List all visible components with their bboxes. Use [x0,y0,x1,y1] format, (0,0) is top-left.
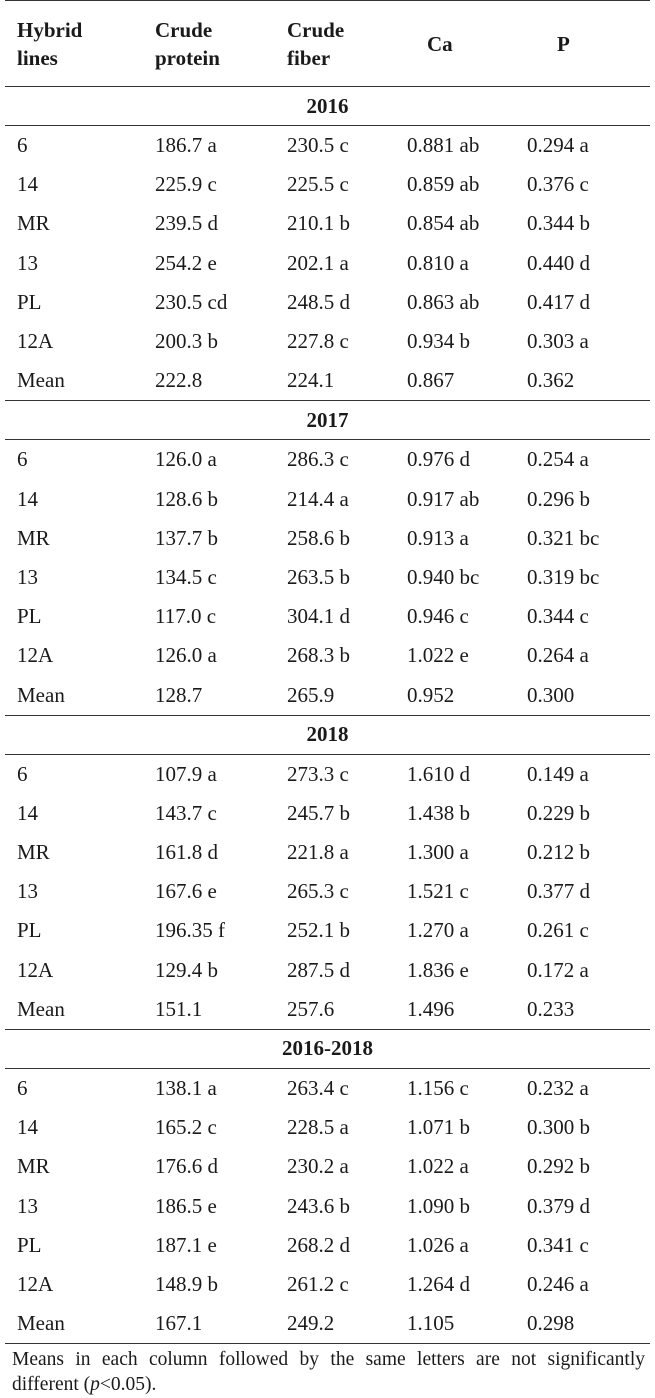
cell-ca: 1.071 b [407,1115,470,1140]
table-row [5,558,650,597]
cell-ca: 1.438 b [407,800,470,825]
table-footnote [12,1347,645,1397]
table-row [5,636,650,675]
cell-p: 0.212 b [527,840,590,865]
table-row [5,951,650,990]
year-label: 2017 [5,401,650,440]
cell-crude-fiber: 248.5 d [287,289,350,314]
header-line: lines [17,45,58,70]
cell-ca: 1.022 a [407,1154,469,1179]
cell-ca: 0.867 [397,361,522,401]
cell-p: 0.172 a [527,957,589,982]
cell-hybrid-lines: MR [17,1154,50,1179]
header-p [522,1,650,87]
cell-hybrid-lines: MR [17,840,50,865]
cell-crude-protein: 126.0 a [155,447,217,472]
cell-crude-fiber: 225.5 c [287,172,349,197]
header-line: Crude [155,17,213,42]
cell-ca: 1.090 b [407,1193,470,1218]
table-row [5,519,650,558]
cell-ca: 0.976 d [407,447,470,472]
cell-crude-protein: 151.1 [137,990,269,1030]
year-label: 2016-2018 [5,1029,650,1068]
cell-hybrid-lines: 13 [17,879,38,904]
cell-crude-fiber: 273.3 c [287,761,349,786]
cell-p: 0.296 b [527,486,590,511]
cell-hybrid-lines: 12A [17,1271,54,1296]
header-crude-protein [137,1,269,87]
table-row [5,794,650,833]
header-line: Crude [287,17,345,42]
cell-hybrid-lines: MR [17,211,50,236]
cell-crude-fiber: 245.7 b [287,800,350,825]
cell-hybrid-lines: 14 [17,1115,38,1140]
cell-ca: 1.496 [397,990,522,1030]
cell-ca: 0.917 ab [407,486,480,511]
table-row [5,1147,650,1186]
cell-p: 0.233 [522,990,650,1030]
cell-hybrid-lines: 14 [17,172,38,197]
header-line: P [557,31,570,56]
cell-ca: 0.934 b [407,329,470,354]
cell-ca: 1.105 [397,1304,522,1344]
table-row [5,204,650,243]
cell-p: 0.379 d [527,1193,590,1218]
mean-row [5,361,650,401]
cell-crude-protein: 128.6 b [155,486,218,511]
cell-crude-protein: 126.0 a [155,643,217,668]
cell-crude-fiber: 214.4 a [287,486,349,511]
year-section-row [5,1029,650,1068]
cell-p: 0.376 c [527,172,589,197]
table-row [5,165,650,204]
cell-hybrid-lines: 6 [17,133,28,158]
cell-crude-protein: 186.7 a [155,133,217,158]
cell-crude-fiber: 268.3 b [287,643,350,668]
header-crude-fiber [269,1,397,87]
table-header [5,1,650,87]
year-section-row [5,715,650,754]
cell-ca: 0.810 a [407,250,469,275]
cell-crude-fiber: 261.2 c [287,1271,349,1296]
cell-crude-fiber: 263.4 c [287,1076,349,1101]
cell-hybrid-lines: PL [17,918,42,943]
year-section-row [5,401,650,440]
table-row [5,754,650,794]
year-label: 2016 [5,87,650,126]
cell-crude-fiber: 265.9 [269,675,397,715]
cell-crude-protein: 165.2 c [155,1115,217,1140]
cell-p: 0.264 a [527,643,589,668]
cell-hybrid-lines: 6 [17,447,28,472]
cell-hybrid-lines: 13 [17,564,38,589]
footnote-text-before: Means in each column followed by the same letters are not significantly different ( [12,1349,645,1396]
header-hybrid-lines [5,1,137,87]
table-row [5,1068,650,1108]
table-row [5,1187,650,1226]
cell-crude-fiber: 230.2 a [287,1154,349,1179]
cell-crude-protein: 117.0 c [155,604,217,629]
cell-hybrid-lines: Mean [5,990,137,1030]
cell-crude-fiber: 228.5 a [287,1115,349,1140]
cell-hybrid-lines: 14 [17,800,38,825]
cell-crude-protein: 138.1 a [155,1076,217,1101]
cell-ca: 1.610 d [407,761,470,786]
cell-p: 0.319 bc [527,564,600,589]
cell-ca: 1.270 a [407,918,469,943]
cell-p: 0.300 [522,675,650,715]
cell-hybrid-lines: 14 [17,486,38,511]
table-body [5,87,650,1344]
table-row [5,440,650,480]
header-ca [397,1,522,87]
cell-p: 0.246 a [527,1271,589,1296]
cell-hybrid-lines: 6 [17,1076,28,1101]
cell-hybrid-lines: PL [17,604,42,629]
cell-crude-protein: 176.6 d [155,1154,218,1179]
cell-hybrid-lines: Mean [5,1304,137,1344]
cell-crude-protein: 167.6 e [155,879,217,904]
cell-p: 0.321 bc [527,525,600,550]
cell-crude-protein: 107.9 a [155,761,217,786]
nutrient-table [5,0,650,1344]
cell-crude-fiber: 252.1 b [287,918,350,943]
cell-hybrid-lines: 12A [17,329,54,354]
cell-ca: 0.854 ab [407,211,480,236]
header-line: fiber [287,45,331,70]
cell-p: 0.229 b [527,800,590,825]
table-row [5,911,650,950]
cell-hybrid-lines: 13 [17,1193,38,1218]
year-section-row [5,87,650,126]
cell-p: 0.261 c [527,918,589,943]
cell-crude-fiber: 230.5 c [287,133,349,158]
header-line: Ca [427,31,453,56]
cell-p: 0.149 a [527,761,589,786]
header-line: protein [155,45,220,70]
cell-crude-protein: 254.2 e [155,250,217,275]
cell-crude-protein: 222.8 [137,361,269,401]
cell-ca: 1.521 c [407,879,469,904]
cell-ca: 1.156 c [407,1076,469,1101]
cell-hybrid-lines: 12A [17,957,54,982]
cell-hybrid-lines: 12A [17,643,54,668]
table-row [5,1226,650,1265]
table-row [5,1108,650,1147]
footnote-text-after: <0.05). [99,1374,157,1396]
table-row [5,833,650,872]
cell-ca: 0.859 ab [407,172,480,197]
cell-crude-fiber: 249.2 [269,1304,397,1344]
year-label: 2018 [5,715,650,754]
cell-hybrid-lines: Mean [5,675,137,715]
cell-p: 0.344 c [527,604,589,629]
cell-crude-protein: 186.5 e [155,1193,217,1218]
table-row [5,480,650,519]
cell-crude-fiber: 263.5 b [287,564,350,589]
cell-crude-fiber: 227.8 c [287,329,349,354]
table-row [5,597,650,636]
cell-ca: 0.952 [397,675,522,715]
cell-crude-protein: 148.9 b [155,1271,218,1296]
table-row [5,322,650,361]
cell-crude-fiber: 221.8 a [287,840,349,865]
cell-crude-protein: 230.5 cd [155,289,228,314]
cell-hybrid-lines: 6 [17,761,28,786]
cell-p: 0.294 a [527,133,589,158]
cell-crude-protein: 200.3 b [155,329,218,354]
cell-crude-protein: 225.9 c [155,172,217,197]
cell-crude-fiber: 202.1 a [287,250,349,275]
footnote-p-symbol: p [90,1374,100,1396]
cell-crude-fiber: 224.1 [269,361,397,401]
cell-p: 0.440 d [527,250,590,275]
cell-crude-fiber: 265.3 c [287,879,349,904]
cell-crude-fiber: 210.1 b [287,211,350,236]
cell-crude-fiber: 243.6 b [287,1193,350,1218]
cell-hybrid-lines: MR [17,525,50,550]
cell-p: 0.254 a [527,447,589,472]
header-row [5,1,650,87]
mean-row [5,675,650,715]
cell-ca: 1.836 e [407,957,469,982]
cell-ca: 0.881 ab [407,133,480,158]
table-row [5,1265,650,1304]
cell-hybrid-lines: PL [17,1232,42,1257]
cell-p: 0.377 d [527,879,590,904]
cell-crude-fiber: 286.3 c [287,447,349,472]
cell-crude-protein: 134.5 c [155,564,217,589]
cell-hybrid-lines: PL [17,289,42,314]
cell-ca: 1.026 a [407,1232,469,1257]
cell-ca: 0.913 a [407,525,469,550]
cell-ca: 1.022 e [407,643,469,668]
cell-crude-fiber: 287.5 d [287,957,350,982]
cell-ca: 0.863 ab [407,289,480,314]
cell-p: 0.292 b [527,1154,590,1179]
table-row [5,872,650,911]
cell-ca: 1.300 a [407,840,469,865]
cell-crude-protein: 167.1 [137,1304,269,1344]
cell-p: 0.341 c [527,1232,589,1257]
cell-hybrid-lines: 13 [17,250,38,275]
cell-crude-protein: 137.7 b [155,525,218,550]
cell-crude-fiber: 257.6 [269,990,397,1030]
cell-crude-protein: 129.4 b [155,957,218,982]
cell-ca: 0.946 c [407,604,469,629]
cell-ca: 1.264 d [407,1271,470,1296]
cell-hybrid-lines: Mean [5,361,137,401]
cell-p: 0.344 b [527,211,590,236]
cell-crude-protein: 196.35 f [155,918,225,943]
cell-crude-protein: 128.7 [137,675,269,715]
cell-crude-protein: 187.1 e [155,1232,217,1257]
cell-crude-protein: 143.7 c [155,800,217,825]
cell-crude-fiber: 258.6 b [287,525,350,550]
cell-p: 0.362 [522,361,650,401]
mean-row [5,990,650,1030]
cell-p: 0.232 a [527,1076,589,1101]
cell-p: 0.417 d [527,289,590,314]
cell-p: 0.300 b [527,1115,590,1140]
table-row [5,283,650,322]
table-row [5,244,650,283]
cell-p: 0.303 a [527,329,589,354]
cell-crude-protein: 239.5 d [155,211,218,236]
cell-ca: 0.940 bc [407,564,480,589]
table-row [5,126,650,166]
cell-crude-fiber: 304.1 d [287,604,350,629]
mean-row [5,1304,650,1344]
cell-p: 0.298 [522,1304,650,1344]
cell-crude-fiber: 268.2 d [287,1232,350,1257]
cell-crude-protein: 161.8 d [155,840,218,865]
header-line: Hybrid [17,17,83,42]
